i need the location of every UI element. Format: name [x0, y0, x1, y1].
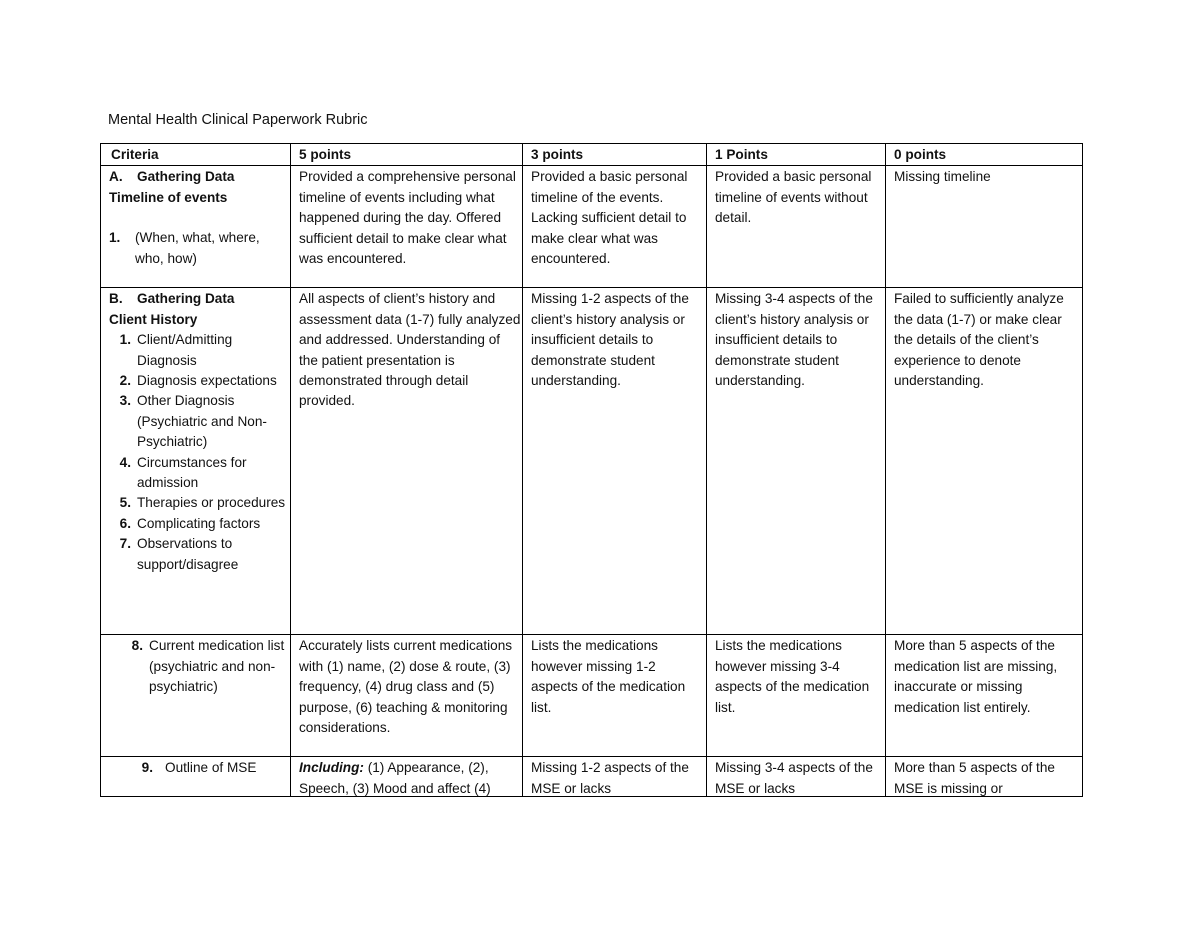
table-row	[101, 166, 1083, 288]
one-point-cell: Missing 3-4 aspects of the MSE or lacks	[707, 757, 886, 797]
criteria-cell	[101, 757, 291, 797]
list-item: 4. Circumstances for admission	[119, 454, 247, 491]
list-item: 7. Observations to support/disagree	[119, 536, 239, 572]
table-row	[101, 757, 1083, 797]
criteria-list	[109, 636, 290, 697]
section-subheading: Timeline of events	[109, 189, 228, 205]
criteria-cell	[101, 288, 291, 635]
list-item: 1. (When, what, where, who, how)	[109, 230, 260, 266]
five-points-cell: All aspects of client’s history and assessment data (1-7) fully analyzed and addressed. Understanding of the patient presentation is demonstrated through detail provided.	[291, 288, 523, 635]
criteria-list	[109, 758, 290, 778]
section-heading: A. Gathering Data	[109, 169, 235, 185]
list-item: 3. Other Diagnosis (Psychiatric and Non-Psychiatric)	[119, 393, 267, 450]
three-points-cell: Provided a basic personal timeline of the events. Lacking sufficient detail to make clear what was encountered.	[523, 166, 707, 288]
zero-points-cell: More than 5 aspects of the MSE is missing or	[886, 757, 1083, 797]
one-point-cell: Lists the medications however missing 3-4 aspects of the medication list.	[707, 635, 886, 757]
table-row	[101, 635, 1083, 757]
header-0-points: 0 points	[886, 144, 1083, 166]
list-item: 2. Diagnosis expectations	[119, 373, 277, 389]
table-row	[101, 288, 1083, 635]
zero-points-cell: Missing timeline	[886, 166, 1083, 288]
list-item: 9. Outline of MSE	[141, 760, 257, 776]
header-5-points: 5 points	[291, 144, 523, 166]
three-points-cell: Missing 1-2 aspects of the MSE or lacks	[523, 757, 707, 797]
five-points-cell: Provided a comprehensive personal timeline of events including what happened during the day. Offered sufficient detail to make clear what was encountered.	[291, 166, 523, 288]
one-point-cell: Provided a basic personal timeline of events without detail.	[707, 166, 886, 288]
rubric-table	[100, 143, 1083, 797]
list-item: 5. Therapies or procedures	[119, 495, 286, 511]
five-points-cell: Including: (1) Appearance, (2), Speech, (3) Mood and affect (4)	[291, 757, 523, 797]
list-item: 6. Complicating factors	[119, 515, 261, 531]
three-points-cell: Lists the medications however missing 1-2 aspects of the medication list.	[523, 635, 707, 757]
header-1-points: 1 Points	[707, 144, 886, 166]
three-points-cell: Missing 1-2 aspects of the client’s history analysis or insufficient details to demonstrate student understanding.	[523, 288, 707, 635]
five-points-cell: Accurately lists current medications with (1) name, (2) dose & route, (3) frequency, (4) drug class and (5) purpose, (6) teaching & monitoring considerations.	[291, 635, 523, 757]
zero-points-cell: More than 5 aspects of the medication list are missing, inaccurate or missing medication list entirely.	[886, 635, 1083, 757]
zero-points-cell: Failed to sufficiently analyze the data (1-7) or make clear the details of the client’s experience to denote understanding.	[886, 288, 1083, 635]
criteria-list	[109, 228, 290, 269]
section-subheading: Client History	[109, 311, 198, 327]
section-heading: B. Gathering Data	[109, 291, 235, 307]
header-criteria: Criteria	[101, 144, 291, 166]
document-title: Mental Health Clinical Paperwork Rubric	[108, 112, 368, 128]
header-row	[101, 144, 1083, 166]
list-item: 1. Client/Admitting Diagnosis	[119, 332, 233, 368]
criteria-list	[109, 330, 290, 575]
one-point-cell: Missing 3-4 aspects of the client’s history analysis or insufficient details to demonstrate student understanding.	[707, 288, 886, 635]
five-points-lead: Including:	[299, 760, 364, 776]
criteria-cell	[101, 635, 291, 757]
list-item: 8. Current medication list (psychiatric and non-psychiatric)	[131, 638, 285, 695]
criteria-cell	[101, 166, 291, 288]
header-3-points: 3 points	[523, 144, 707, 166]
